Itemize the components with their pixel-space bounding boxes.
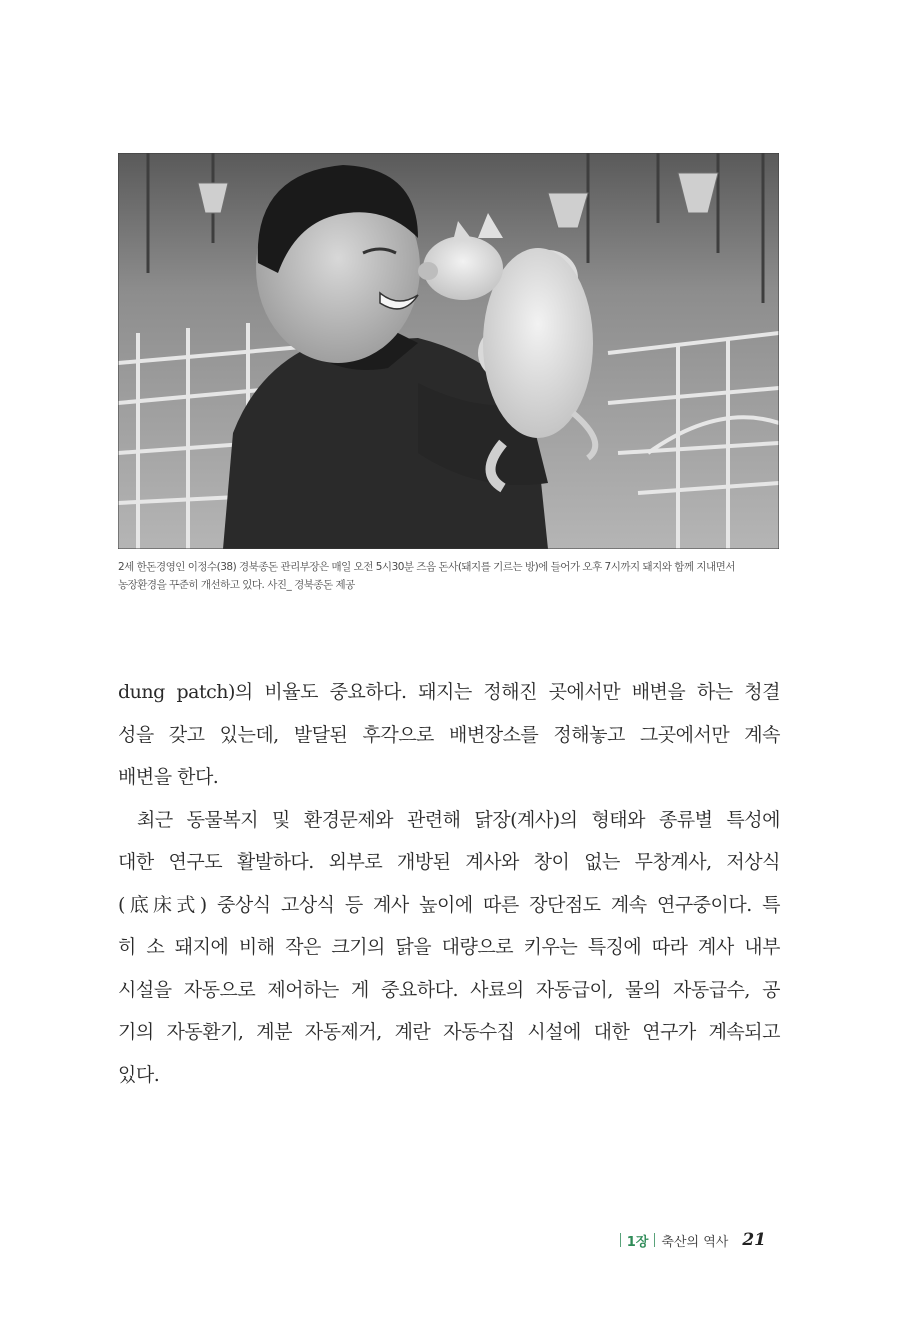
body-line: 있다. [118, 1063, 160, 1086]
body-text [118, 677, 780, 1102]
divider [654, 1233, 655, 1247]
body-line: 대한 연구도 활발하다. 외부로 개방된 계사와 창이 없는 무창계사, 저상식 [118, 851, 780, 873]
page-number: 21 [742, 1230, 766, 1250]
body-line: 시설을 자동으로 제어하는 게 중요하다. 사료의 자동급이, 물의 자동급수, 공 [118, 978, 780, 1001]
body-line: 배변을 한다. [118, 766, 219, 788]
body-line: dung patch)의 비율도 중요하다. 돼지는 정해진 곳에서만 배변을 하는 청결 [118, 681, 780, 703]
body-line: 기의 자동환기, 계분 자동제거, 계란 자동수집 시설에 대한 연구가 계속되고 [118, 1021, 780, 1043]
body-line: (底床式) 중상식 고상식 등 계사 높이에 따른 장단점도 계속 연구중이다. 특 [118, 893, 780, 916]
body-line: 히 소 돼지에 비해 작은 크기의 닭을 대량으로 키우는 특징에 따라 계사 내부 [118, 936, 780, 958]
photo-icon [118, 153, 779, 549]
photo [118, 153, 779, 549]
body-line: 성을 갖고 있는데, 발달된 후각으로 배변장소를 정해놓고 그곳에서만 계속 [118, 723, 780, 746]
page-footer [620, 1228, 766, 1252]
caption-line: 농장환경을 꾸준히 개선하고 있다. 사진_ 경북종돈 제공 [118, 579, 355, 591]
body-line: 최근 동물복지 및 환경문제와 관련해 닭장(계사)의 형태와 종류별 특성에 [137, 808, 780, 831]
photo-caption [118, 558, 798, 594]
caption-line: 2세 한돈경영인 이정수(38) 경북종돈 관리부장은 매일 오전 5시30분 즈음 돈사(돼지를 기르는 방)에 들어가 오후 7시까지 돼지와 함께 지내면서 [118, 561, 735, 573]
divider [620, 1233, 621, 1247]
chapter-label: 1장 [626, 1234, 649, 1250]
chapter-title: 축산의 역사 [661, 1234, 729, 1250]
